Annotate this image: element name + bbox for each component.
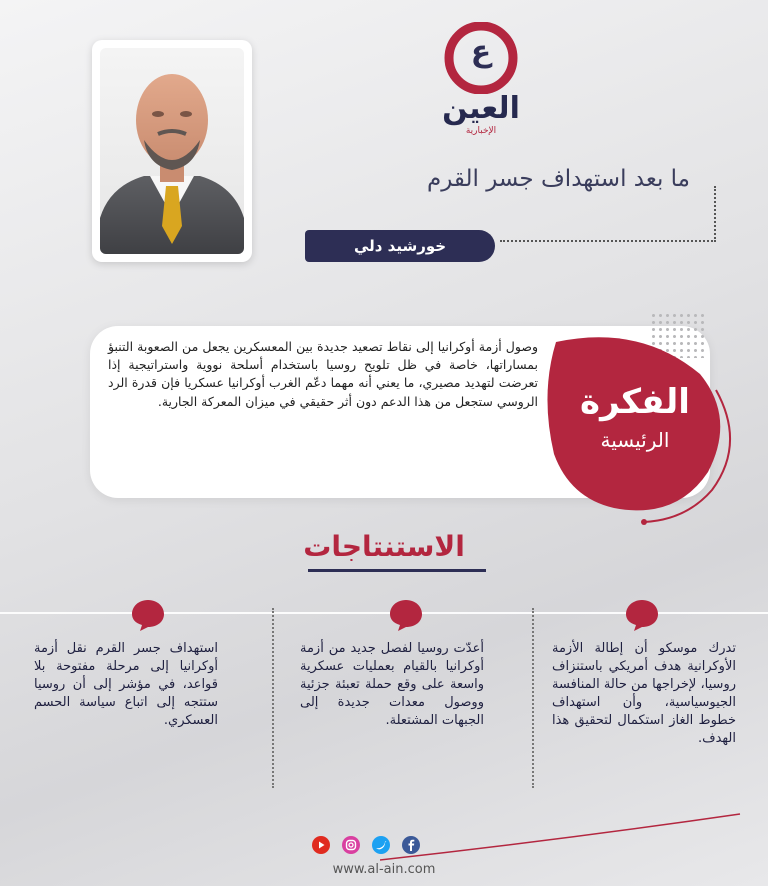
brand-subtitle: الإخبارية <box>465 126 497 136</box>
instagram-icon[interactable] <box>342 836 360 854</box>
column-separator <box>272 608 274 788</box>
author-name: خورشيد دلي <box>305 230 495 262</box>
chat-bubble-icon <box>388 598 424 632</box>
main-idea-subtitle: الرئيسية <box>600 428 670 452</box>
brand-name: العين <box>442 91 520 126</box>
main-idea-text: وصول أزمة أوكرانيا إلى نقاط تصعيد جديدة بين المعسكرين يجعل من الصعوبة التنبؤ بمساراتها، خاصة في ظل تلويح روسيا باستخدام أسلحة نووية واستراتيجية إذا تعرضت لتهديد مصيري، ما يعني أنه مهما دعّم الغرب أوكرانيا عسكريا فإن قدرة الرد الروسي ستجعل من هذا الدعم دون أثر حقيقي في ميزان المعركة الجارية. <box>108 339 538 409</box>
footer-curve <box>380 810 750 870</box>
main-idea-title: الفكرة <box>580 382 690 422</box>
author-photo-frame <box>92 40 252 262</box>
chat-bubble-icon <box>130 598 166 632</box>
conclusions-underline <box>308 569 486 572</box>
main-idea-bubble <box>540 334 740 534</box>
author-photo <box>100 48 244 254</box>
conclusion-item-1: تدرك موسكو أن إطالة الأزمة الأوكرانية هدف أمريكي باستنزاف روسيا، لإخراجها من حالة المنافسة الجيوسياسية، وأن استهداف خطوط الغاز استكمال لتحقيق هذا الهدف. <box>552 641 736 746</box>
conclusion-item-2: أعدّت روسيا لفصل جديد من أزمة أوكرانيا بالقيام بعمليات عسكرية واسعة على وقع حملة تعبئة جزئية ووصول معدات جديدة إلى الجبهات المشتعلة. <box>300 641 484 728</box>
conclusion-item-3: استهداف جسر القرم نقل أزمة أوكرانيا إلى مرحلة مفتوحة بلا قواعد، في مؤشر إلى أن روسيا ستتجه إلى اتباع سياسة الحسم العسكري. <box>34 641 218 728</box>
article-title: ما بعد استهداف جسر القرم <box>426 166 690 192</box>
brand-logo <box>436 22 526 138</box>
conclusions-title: الاستنتاجات <box>303 530 465 563</box>
twitter-icon[interactable] <box>372 836 390 854</box>
website-link[interactable]: www.al-ain.com <box>332 862 436 877</box>
column-separator <box>532 608 534 788</box>
youtube-icon[interactable] <box>312 836 330 854</box>
facebook-icon[interactable] <box>402 836 420 854</box>
chat-bubble-icon <box>624 598 660 632</box>
brand-logo-glyph: ع <box>470 34 492 69</box>
title-dotted-frame <box>500 186 716 242</box>
